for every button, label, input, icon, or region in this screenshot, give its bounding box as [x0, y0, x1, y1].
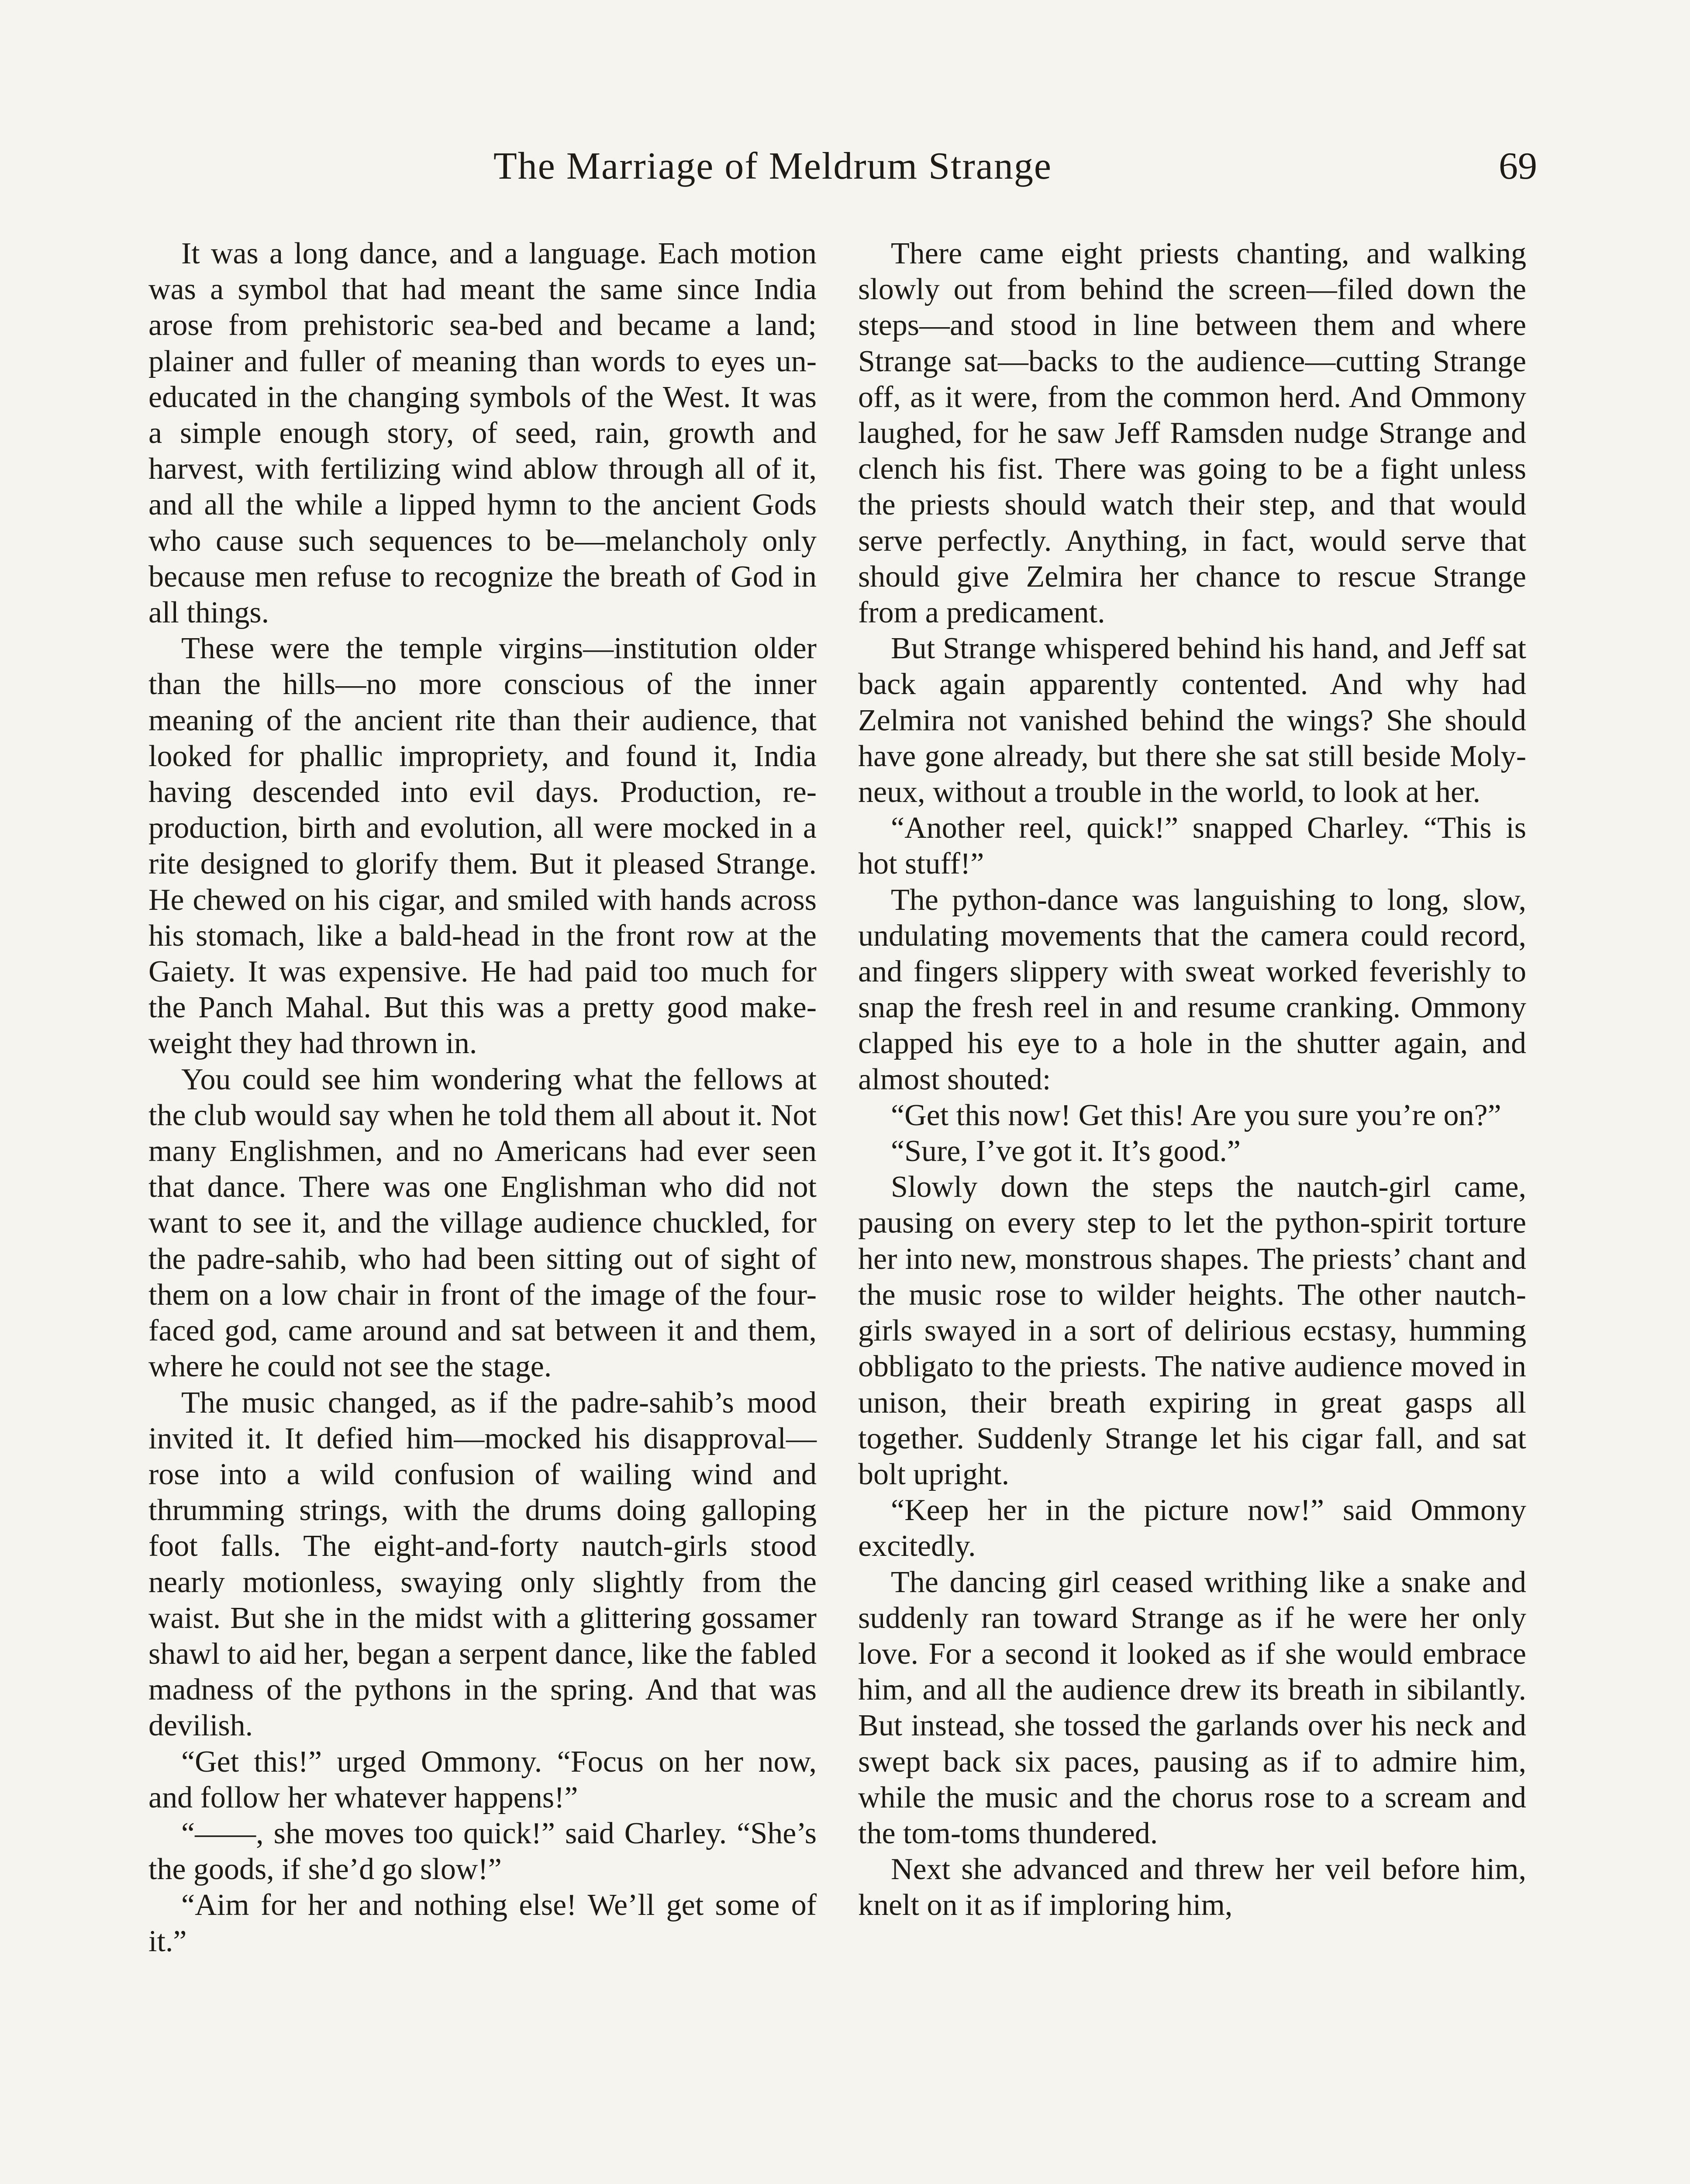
- paragraph: Next she advanced and threw her veil before him, knelt on it as if imploring him,: [858, 1852, 1526, 1922]
- running-title: The Marriage of Meldrum Strange: [493, 145, 1052, 187]
- paragraph: “Get this now! Get this! Are you sure you’re on?”: [891, 1098, 1501, 1132]
- paragraph: “Another reel, quick!” snapped Charley. “This is hot stuff!”: [858, 811, 1526, 881]
- paragraph: “Get this!” urged Ommony. “Focus on her now, and follow her whatever happens!”: [148, 1745, 817, 1814]
- page-number: 69: [1499, 145, 1537, 187]
- paragraph: The python-dance was languishing to long, slow, undulating movements that the camera could record, and fingers slippery with sweat worked feverishly to snap the fresh reel in and resume cranking. Ommony clapped his eye to a hole in the shutter again, and almost shouted:: [858, 883, 1526, 1096]
- right-column: [858, 236, 1526, 1924]
- paragraph: The dancing girl ceased writhing like a snake and suddenly ran toward Strange as if he were her only love. For a second it looked as if she would embrace him, and all the audience drew its breath in sibilantly. But instead, she tossed the garlands over his neck and swept back six paces, pausing as if to admire him, while the music and the chorus rose to a scream and the tom-toms thundered.: [858, 1565, 1526, 1850]
- page-header: [493, 144, 1537, 201]
- left-column: [148, 236, 817, 1959]
- paragraph: “Keep her in the picture now!” said Ommony excitedly.: [858, 1493, 1526, 1563]
- paragraph: It was a long dance, and a language. Each motion was a symbol that had meant the same since India arose from prehistoric sea-bed and became a land; plainer and fuller of meaning than words to eyes uneducated in the changing symbols of the West. It was a simple enough story, of seed, rain, growth and harvest, with fertilizing wind ablow through all of it, and all the while a lipped hymn to the ancient Gods who cause such sequences to be—melancholy only because men refuse to recognize the breath of God in all things.: [148, 237, 817, 630]
- paragraph: Slowly down the steps the nautch-girl came, pausing on every step to let the python-spirit torture her into new, monstrous shapes. The priests’ chant and the music rose to wilder heights. The other nautch-girls swayed in a sort of delirious ecstasy, humming obbligato to the priests. The native audience moved in unison, their breath expiring in great gasps all together. Suddenly Strange let his cigar fall, and sat bolt upright.: [858, 1170, 1526, 1491]
- paragraph: There came eight priests chanting, and walking slowly out from behind the screen—filed down the steps—and stood in line between them and where Strange sat—backs to the audience—cutting Strange off, as it were, from the common herd. And Ommony laughed, for he saw Jeff Ramsden nudge Strange and clench his fist. There was going to be a fight unless the priests should watch their step, and that would serve perfectly. Anything, in fact, would serve that should give Zelmira her chance to rescue Strange from a predicament.: [858, 237, 1526, 630]
- paragraph: But Strange whispered behind his hand, and Jeff sat back again apparently contented. And why had Zelmira not vanished behind the wings? She should have gone already, but there she sat still beside Molyneux, without a trouble in the world, to look at her.: [858, 632, 1526, 809]
- paragraph: “Aim for her and nothing else! We’ll get some of it.”: [148, 1888, 817, 1958]
- paragraph: “Sure, I’ve got it. It’s good.”: [891, 1134, 1241, 1168]
- paragraph: These were the temple virgins—institution older than the hills—no more conscious of the inner meaning of the ancient rite than their audience, that looked for phallic impropriety, and found it, India having descended into evil days. Production, reproduction, birth and evolution, all were mocked in a rite designed to glorify them. But it pleased Strange. He chewed on his cigar, and smiled with hands across his stomach, like a bald-head in the front row at the Gaiety. It was expensive. He had paid too much for the Panch Mahal. But this was a pretty good make-weight they had thrown in.: [148, 632, 817, 1061]
- paragraph: You could see him wondering what the fellows at the club would say when he told them all about it. Not many Englishmen, and no Americans had ever seen that dance. There was one Englishman who did not want to see it, and the village audience chuckled, for the padre-sahib, who had been sitting out of sight of them on a low chair in front of the image of the four-faced god, came around and sat between it and them, where he could not see the stage.: [148, 1062, 817, 1384]
- paragraph: “——, she moves too quick!” said Charley. “She’s the goods, if she’d go slow!”: [148, 1816, 817, 1887]
- paragraph: The music changed, as if the padre-sahib’s mood invited it. It defied him—mocked his disapproval—rose into a wild confusion of wailing wind and thrumming strings, with the drums doing galloping foot falls. The eight-and-forty nautch-girls stood nearly motionless, swaying only slightly from the waist. But she in the midst with a glittering gossamer shawl to aid her, began a serpent dance, like the fabled madness of the pythons in the spring. And that was devilish.: [148, 1386, 817, 1743]
